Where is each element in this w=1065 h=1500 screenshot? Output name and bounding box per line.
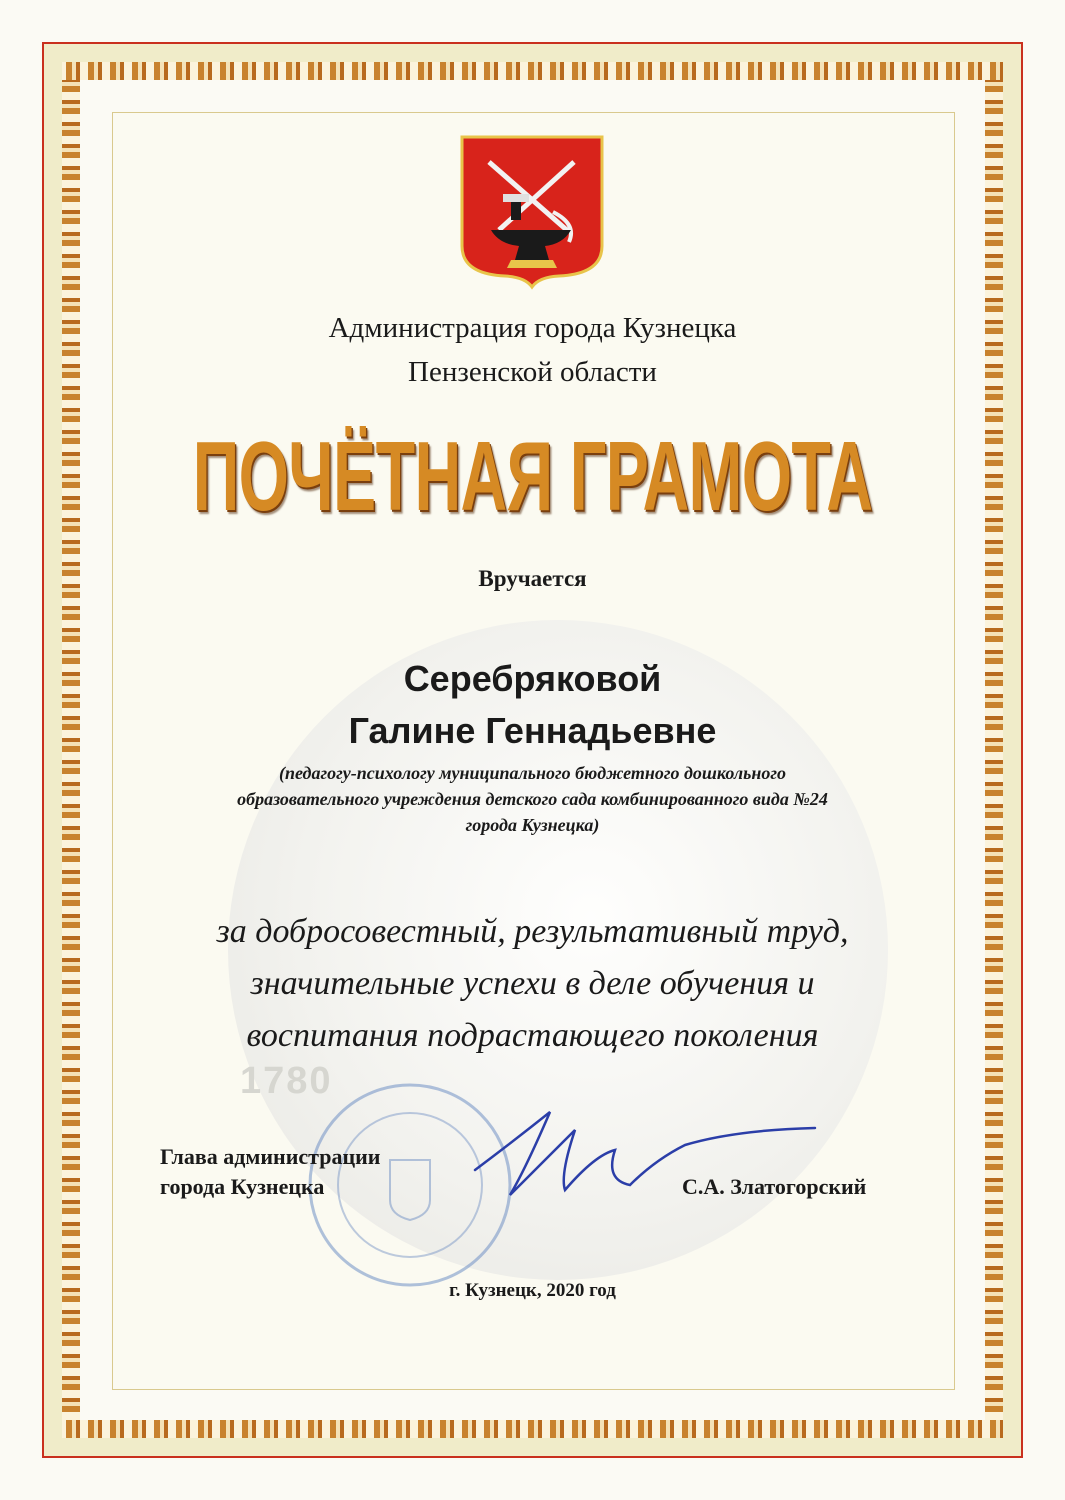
issuer-line-1: Администрация города Кузнецка	[328, 312, 737, 344]
watermark-year: 1780	[240, 1060, 333, 1102]
signatory-title	[160, 1142, 380, 1202]
reason-line-1: за добросовестный, результативный труд,	[216, 913, 849, 950]
position-line-1: (педагогу-психологу муниципального бюджетного дошкольного	[278, 763, 787, 783]
certificate-title: ПОЧЁТНАЯ ГРАМОТА	[192, 421, 873, 531]
place-and-year: г. Кузнецк, 2020 год	[449, 1280, 616, 1301]
signatory-name: С.А. Златогорский	[682, 1174, 867, 1199]
reason-line-2: значительные успехи в деле обучения и	[250, 965, 815, 1002]
recipient-position	[0, 760, 1065, 838]
presented-label: Вручается	[478, 566, 587, 591]
position-line-2: образовательного учреждения детского сада комбинированного вида №24	[237, 789, 828, 809]
reason-line-3: воспитания подрастающего поколения	[246, 1017, 819, 1054]
position-line-3: города Кузнецка)	[465, 815, 600, 835]
signatory-title-line-2: города Кузнецка	[160, 1174, 325, 1199]
recipient-surname: Серебряковой	[403, 658, 662, 699]
recipient-given-names: Галине Геннадьевне	[348, 710, 717, 751]
issuer-line-2: Пензенской области	[408, 356, 657, 388]
city-coat-of-arms-icon	[459, 134, 605, 290]
award-reason	[0, 906, 1065, 1062]
signatory-title-line-1: Глава администрации	[160, 1144, 381, 1169]
